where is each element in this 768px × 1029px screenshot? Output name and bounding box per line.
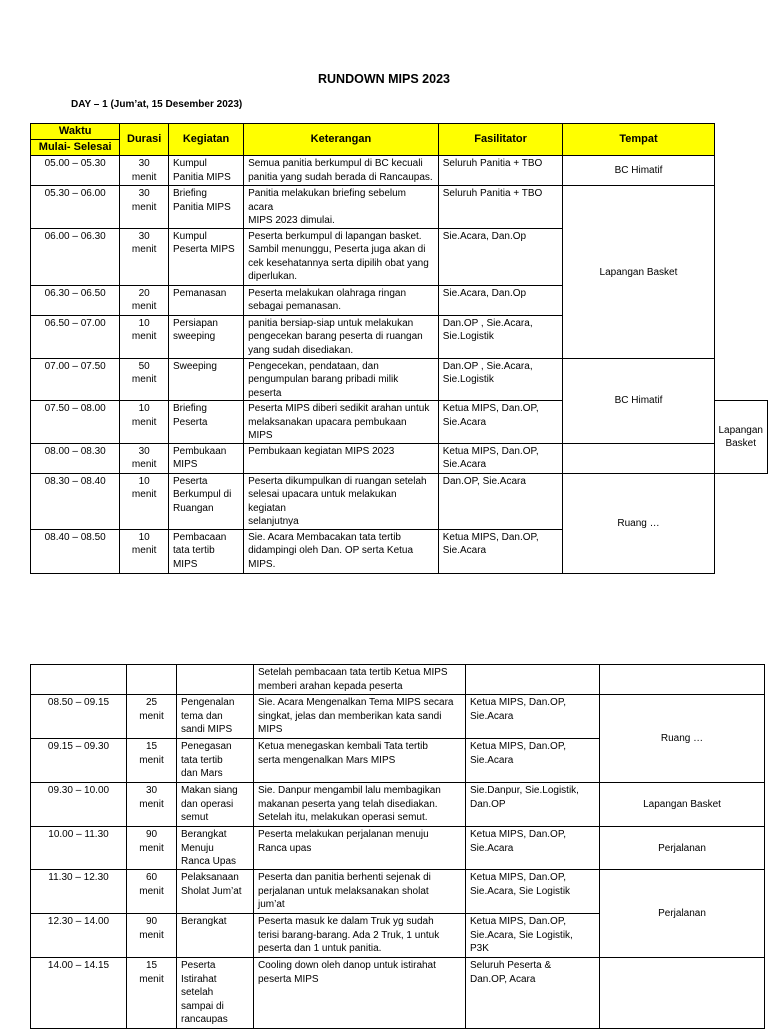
cell-waktu: 05.00 – 05.30	[31, 156, 120, 186]
cell-kegiatan: Persiapan sweeping	[168, 315, 243, 358]
cell-keterangan: Sie. Acara Membacakan tata tertib didampingi oleh Dan. OP serta Ketua MIPS.	[244, 529, 439, 573]
cell-keterangan: Semua panitia berkumpul di BC kecuali panitia yang sudah berada di Rancaupas.	[244, 156, 439, 186]
cell-durasi: 60 menit	[127, 870, 177, 914]
table-row	[31, 870, 765, 914]
cell-kegiatan: Makan siang dan operasi semut	[177, 783, 254, 827]
cell-waktu: 07.00 – 07.50	[31, 358, 120, 401]
table-row	[31, 156, 768, 186]
cell-fasilitator: Sie.Danpur, Sie.Logistik, Dan.OP	[466, 783, 600, 827]
cell-kegiatan: Pemanasan	[168, 285, 243, 315]
cell-kegiatan: Penegasan tata tertib dan Mars	[177, 739, 254, 783]
cell-keterangan: Pengecekan, pendataan, dan pengumpulan barang pribadi milik peserta	[244, 358, 439, 401]
cell-fasilitator: Ketua MIPS, Dan.OP, Sie.Acara	[438, 401, 563, 444]
header-durasi: Durasi	[120, 124, 169, 156]
header-tempat: Tempat	[563, 124, 714, 156]
cell-kegiatan: Pengenalan tema dan sandi MIPS	[177, 695, 254, 739]
cell-waktu: 10.00 – 11.30	[31, 827, 127, 870]
cell-waktu: 08.30 – 08.40	[31, 473, 120, 529]
header-kegiatan: Kegiatan	[168, 124, 243, 156]
cell-fasilitator: Ketua MIPS, Dan.OP, Sie.Acara	[466, 739, 600, 783]
cell-kegiatan: Pembukaan MIPS	[168, 443, 243, 473]
cell-keterangan: Peserta dan panitia berhenti sejenak di perjalanan untuk melaksanakan sholat jum’at	[254, 870, 466, 914]
cell-durasi: 10 menit	[120, 529, 169, 573]
table-row	[31, 473, 768, 529]
cell-keterangan: Peserta dikumpulkan di ruangan setelah selesai upacara untuk melakukan kegiatan selanjutnya	[244, 473, 439, 529]
cell-keterangan: Peserta masuk ke dalam Truk yg sudah terisi barang-barang. Ada 2 Truk, 1 untuk peserta dan 1 untuk panitia.	[254, 914, 466, 958]
header-fasilitator: Fasilitator	[438, 124, 563, 156]
cell-waktu: 12.30 – 14.00	[31, 914, 127, 958]
cell-kegiatan: Sweeping	[168, 358, 243, 401]
cell-tempat: Lapangan Basket	[600, 783, 765, 827]
cell-keterangan: Ketua menegaskan kembali Tata tertib serta mengenalkan Mars MIPS	[254, 739, 466, 783]
cell-fasilitator: Dan.OP, Sie.Acara	[438, 473, 563, 529]
cell-durasi: 25 menit	[127, 695, 177, 739]
cell-kegiatan: Pelaksanaan Sholat Jum’at	[177, 870, 254, 914]
table-row	[31, 665, 765, 695]
cell-fasilitator: Dan.OP , Sie.Acara, Sie.Logistik	[438, 315, 563, 358]
cell-durasi: 30 menit	[120, 186, 169, 229]
cell-kegiatan: Briefing Panitia MIPS	[168, 186, 243, 229]
header-mulai-selesai: Mulai- Selesai	[31, 140, 120, 156]
cell-keterangan: Setelah pembacaan tata tertib Ketua MIPS memberi arahan kepada peserta	[254, 665, 466, 695]
cell-fasilitator: Seluruh Panitia + TBO	[438, 156, 563, 186]
cell-fasilitator: Seluruh Panitia + TBO	[438, 186, 563, 229]
cell-tempat	[600, 665, 765, 695]
cell-kegiatan: Berangkat	[177, 914, 254, 958]
cell-fasilitator: Seluruh Peserta & Dan.OP, Acara	[466, 958, 600, 1029]
cell-kegiatan: Berangkat Menuju Ranca Upas	[177, 827, 254, 870]
cell-tempat: Ruang …	[600, 695, 765, 783]
cell-kegiatan: Kumpul Panitia MIPS	[168, 156, 243, 186]
cell-keterangan: panitia bersiap-siap untuk melakukan pengecekan barang peserta di ruangan yang sudah disediakan.	[244, 315, 439, 358]
cell-kegiatan: Peserta Berkumpul di Ruangan	[168, 473, 243, 529]
cell-waktu: 08.00 – 08.30	[31, 443, 120, 473]
cell-fasilitator: Dan.OP , Sie.Acara, Sie.Logistik	[438, 358, 563, 401]
cell-durasi: 30 menit	[120, 443, 169, 473]
cell-durasi: 30 menit	[127, 783, 177, 827]
cell-durasi: 50 menit	[120, 358, 169, 401]
rundown-table-day1	[30, 123, 768, 574]
cell-waktu: 09.15 – 09.30	[31, 739, 127, 783]
cell-fasilitator: Ketua MIPS, Dan.OP, Sie.Acara	[438, 443, 563, 473]
cell-kegiatan	[177, 665, 254, 695]
cell-fasilitator	[466, 665, 600, 695]
cell-waktu: 05.30 – 06.00	[31, 186, 120, 229]
cell-waktu	[31, 665, 127, 695]
cell-durasi: 90 menit	[127, 914, 177, 958]
table-row	[31, 783, 765, 827]
document-title: RUNDOWN MIPS 2023	[318, 72, 450, 86]
cell-keterangan: Cooling down oleh danop untuk istirahat peserta MIPS	[254, 958, 466, 1029]
cell-durasi: 30 menit	[120, 228, 169, 285]
cell-tempat: Perjalanan	[600, 827, 765, 870]
cell-waktu: 07.50 – 08.00	[31, 401, 120, 444]
cell-waktu: 08.40 – 08.50	[31, 529, 120, 573]
rundown-table-continued	[30, 664, 765, 1029]
cell-tempat: Perjalanan	[600, 870, 765, 958]
cell-kegiatan: Kumpul Peserta MIPS	[168, 228, 243, 285]
cell-keterangan: Peserta MIPS diberi sedikit arahan untuk melaksanakan upacara pembukaan MIPS	[244, 401, 439, 444]
cell-tempat: Lapangan Basket	[714, 401, 768, 474]
cell-keterangan: Peserta melakukan perjalanan menuju Ranca upas	[254, 827, 466, 870]
cell-durasi: 90 menit	[127, 827, 177, 870]
cell-waktu: 06.30 – 06.50	[31, 285, 120, 315]
cell-durasi: 10 menit	[120, 315, 169, 358]
table-row	[31, 827, 765, 870]
cell-fasilitator: Ketua MIPS, Dan.OP, Sie.Acara	[466, 827, 600, 870]
cell-waktu: 09.30 – 10.00	[31, 783, 127, 827]
cell-durasi	[127, 665, 177, 695]
table-row	[31, 358, 768, 401]
cell-keterangan: Peserta berkumpul di lapangan basket. Sambil menunggu, Peserta juga akan di cek kesehatannya serta dipilih obat yang diperlukan.	[244, 228, 439, 285]
cell-fasilitator: Ketua MIPS, Dan.OP, Sie.Acara	[466, 695, 600, 739]
cell-fasilitator: Ketua MIPS, Dan.OP, Sie.Acara	[438, 529, 563, 573]
day-heading: DAY – 1 (Jum’at, 15 Desember 2023)	[71, 99, 243, 110]
cell-waktu: 06.00 – 06.30	[31, 228, 120, 285]
cell-durasi: 15 menit	[127, 739, 177, 783]
cell-kegiatan: Briefing Peserta	[168, 401, 243, 444]
cell-tempat: BC Himatif	[563, 358, 714, 443]
cell-tempat: Lapangan Basket	[563, 186, 714, 359]
table-row	[31, 695, 765, 739]
cell-waktu: 08.50 – 09.15	[31, 695, 127, 739]
cell-fasilitator: Ketua MIPS, Dan.OP, Sie.Acara, Sie Logistik	[466, 870, 600, 914]
cell-keterangan: Sie. Acara Mengenalkan Tema MIPS secara singkat, jelas dan memberikan kata sandi MIPS	[254, 695, 466, 739]
cell-keterangan: Sie. Danpur mengambil lalu membagikan makanan peserta yang telah disediakan. Setelah itu, melakukan operasi semut.	[254, 783, 466, 827]
cell-durasi: 15 menit	[127, 958, 177, 1029]
cell-kegiatan: Peserta Istirahat setelah sampai di rancaupas	[177, 958, 254, 1029]
cell-waktu: 06.50 – 07.00	[31, 315, 120, 358]
cell-tempat: Ruang …	[563, 473, 714, 573]
table-row	[31, 443, 768, 473]
cell-fasilitator: Sie.Acara, Dan.Op	[438, 228, 563, 285]
cell-kegiatan: Pembacaan tata tertib MIPS	[168, 529, 243, 573]
cell-fasilitator: Sie.Acara, Dan.Op	[438, 285, 563, 315]
cell-waktu: 14.00 – 14.15	[31, 958, 127, 1029]
cell-durasi: 10 menit	[120, 473, 169, 529]
table-row	[31, 958, 765, 1029]
table-row	[31, 186, 768, 229]
cell-tempat	[600, 958, 765, 1029]
cell-fasilitator: Ketua MIPS, Dan.OP, Sie.Acara, Sie Logistik, P3K	[466, 914, 600, 958]
cell-keterangan: Pembukaan kegiatan MIPS 2023	[244, 443, 439, 473]
cell-keterangan: Peserta melakukan olahraga ringan sebagai pemanasan.	[244, 285, 439, 315]
header-waktu: Waktu	[31, 124, 120, 140]
cell-durasi: 30 menit	[120, 156, 169, 186]
cell-waktu: 11.30 – 12.30	[31, 870, 127, 914]
cell-durasi: 10 menit	[120, 401, 169, 444]
cell-durasi: 20 menit	[120, 285, 169, 315]
header-keterangan: Keterangan	[244, 124, 439, 156]
cell-keterangan: Panitia melakukan briefing sebelum acara MIPS 2023 dimulai.	[244, 186, 439, 229]
cell-tempat: BC Himatif	[563, 156, 714, 186]
